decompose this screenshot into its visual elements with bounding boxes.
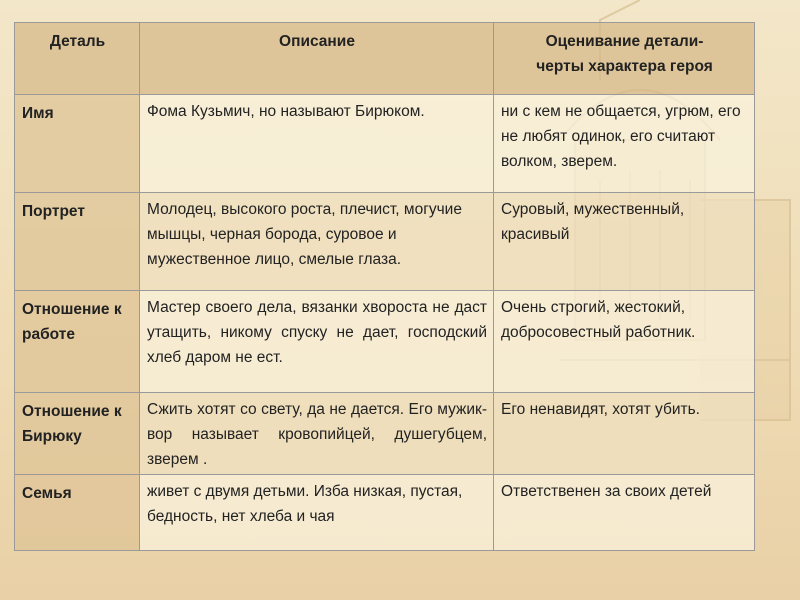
row-description-cell: Фома Кузьмич, но называют Бирюком.: [140, 95, 494, 193]
row-detail-cell: Имя: [15, 95, 140, 193]
row-assessment-cell: ни с кем не общается, угрюм, его не любят одинок, его считают волком, зверем.: [494, 95, 755, 193]
row-detail-cell: Отношение к Бирюку: [15, 393, 140, 475]
header-assessment-line2: черты характера героя: [536, 58, 713, 75]
row-description-cell: живет с двумя детьми. Изба низкая, пустая, бедность, нет хлеба и чая: [140, 475, 494, 551]
table-row: [15, 475, 755, 551]
header-description: [140, 23, 494, 95]
row-description-cell: Молодец, высокого роста, плечист, могучие мышцы, черная борода, суровое и мужественное лицо, смелые глаза.: [140, 193, 494, 291]
header-description-text: Описание: [279, 33, 355, 50]
header-detail-text: Деталь: [49, 33, 106, 50]
row-detail-cell: Портрет: [15, 193, 140, 291]
row-detail-cell: Семья: [15, 475, 140, 551]
row-detail-cell: Отношение к работе: [15, 291, 140, 393]
table-row: [15, 291, 755, 393]
row-assessment-cell: Его ненавидят, хотят убить.: [494, 393, 755, 475]
character-analysis-table: [14, 22, 755, 551]
table-row: [15, 393, 755, 475]
row-assessment-cell: Ответственен за своих детей: [494, 475, 755, 551]
header-assessment-line1: Оценивание детали-: [545, 33, 704, 50]
table-row: [15, 95, 755, 193]
header-assessment: [494, 23, 755, 95]
row-assessment-cell: Очень строгий, жестокий, добросовестный работник.: [494, 291, 755, 393]
row-description-cell: Мастер своего дела, вязанки хвороста не даст утащить, никому спуску не дает, господский хлеб даром не ест.: [140, 291, 494, 393]
row-assessment-cell: Суровый, мужественный, красивый: [494, 193, 755, 291]
header-detail: [15, 23, 140, 95]
table-row: [15, 193, 755, 291]
table-header-row: [15, 23, 755, 95]
row-description-cell: Сжить хотят со свету, да не дается. Его мужик-вор называет кровопийцей, душегубцем, зверем .: [140, 393, 494, 475]
